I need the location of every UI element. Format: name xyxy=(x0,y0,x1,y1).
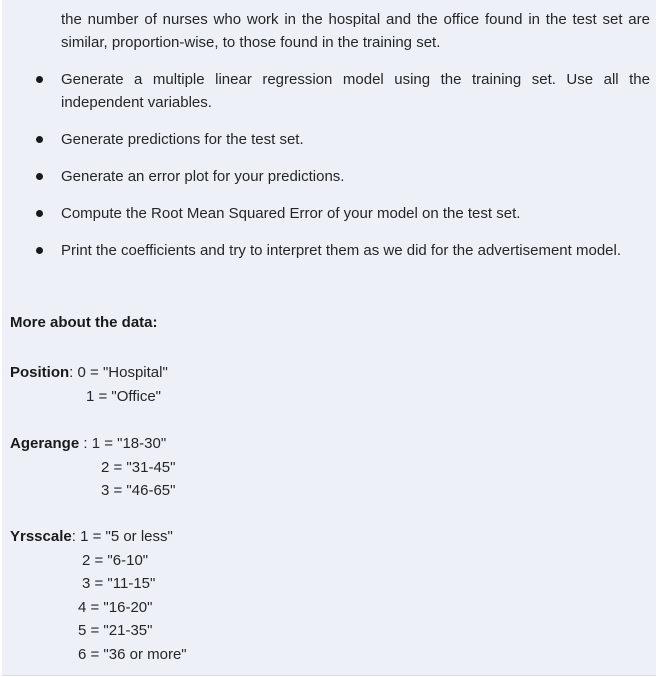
definition-value: : 1 = "18-30" xyxy=(79,435,167,452)
definition-term: Yrsscale xyxy=(10,528,72,545)
instruction-text: Print the coefficients and try to interpret them as we did for the advertisement model. xyxy=(61,242,622,259)
definition-position xyxy=(10,361,168,408)
definition-value: 3 = "11-15" xyxy=(82,575,156,592)
instruction-item-predictions xyxy=(2,128,656,151)
bullet-dot-icon xyxy=(36,136,43,143)
definition-yrsscale xyxy=(10,525,187,666)
definition-value: 2 = "6-10" xyxy=(82,551,149,569)
definition-value: : 1 = "5 or less" xyxy=(71,528,173,545)
assignment-instructions-panel xyxy=(2,0,656,676)
definition-value: 4 = "16-20" xyxy=(78,598,153,616)
instruction-item-coefficients xyxy=(2,239,656,262)
definition-value: 3 = "46-65" xyxy=(101,482,176,499)
definition-value: 6 = "36 or more" xyxy=(78,645,187,663)
instruction-item-regression-model xyxy=(2,68,656,114)
definition-term: Position xyxy=(10,364,70,381)
definition-agerange xyxy=(10,432,175,503)
definition-value: 5 = "21-35" xyxy=(78,622,153,639)
instruction-text: Generate predictions for the test set. xyxy=(61,131,304,148)
bullet-dot-icon xyxy=(36,210,43,217)
instruction-item-continuation xyxy=(2,8,656,54)
section-heading-more-about-data: More about the data: xyxy=(10,314,158,331)
instruction-item-rmse xyxy=(2,202,656,225)
bullet-dot-icon xyxy=(36,76,43,83)
instruction-text: the number of nurses who work in the hospital and the office found in the test set are similar, proportion-wise, to those found in the training set. xyxy=(61,11,650,51)
bullet-dot-icon xyxy=(36,247,43,254)
instruction-text: Generate a multiple linear regression model using the training set. Use all the independent variables. xyxy=(61,71,650,111)
definition-term: Agerange xyxy=(10,435,80,452)
instruction-text: Compute the Root Mean Squared Error of your model on the test set. xyxy=(61,205,521,222)
instruction-item-error-plot xyxy=(2,165,656,188)
definition-value: 2 = "31-45" xyxy=(101,458,176,476)
instruction-list xyxy=(2,8,656,276)
bullet-dot-icon xyxy=(36,173,43,180)
instruction-text: Generate an error plot for your predictions. xyxy=(61,168,345,185)
definition-value: 1 = "Office" xyxy=(86,387,161,405)
definition-value: : 0 = "Hospital" xyxy=(69,364,168,381)
